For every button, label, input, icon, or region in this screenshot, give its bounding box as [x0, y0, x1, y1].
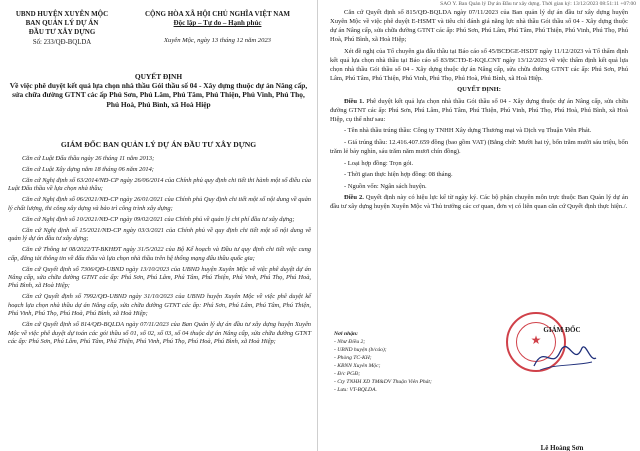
recipient-item: - Như Điều 2; — [334, 339, 366, 345]
decision-subject: Về việc phê duyệt kết quả lựa chọn nhà thầu Gói thầu số 04 - Xây dựng thuộc dự án Nâng cấp, sửa chữa đường GTNT các ấp Phú Sơn, Phú Lâm, Phú Tâm, Phú Thiện, Phú Vinh, Phú Thọ, Phú Hoà, Phú Bình, xã Hoà Hiệp — [9, 81, 308, 109]
consideration-paragraph: Xét đề nghị của Tổ chuyên gia đấu thầu tại Báo cáo số 45/BCĐGE-HSDT ngày 11/12/2023 và Tổ thẩm định kết quả lựa chọn nhà thầu tại Báo cáo số 83/BCTĐ-E-KQLCNT ngày 13/12/2023 về việc thẩm định kết quả lựa chọn nhà thầu Gói thầu số 04 - Xây dựng thuộc dự án Nâng cấp, sửa chữa đường GTNT các ấp: Phú Sơn, Phú Lâm, Phú Tâm, Phú Thiện, Phú Vinh, Phú Thọ, Phú Hoà, Phú Bình, xã Hoà Hiệp. — [330, 47, 628, 82]
agency-line-1: UBND HUYỆN XUYÊN MỘC — [15, 10, 109, 18]
contract-type-line: - Loại hợp đồng: Trọn gói. — [344, 159, 414, 167]
issuer-line: GIÁM ĐỐC BAN QUẢN LÝ DỰ ÁN ĐẦU TƯ XÂY DỰNG — [60, 140, 257, 149]
signer-title: GIÁM ĐỐC — [543, 326, 581, 334]
recipient-item: - Cty TNHH XD TM&DV Thuận Viên Phát; — [334, 379, 432, 385]
legal-basis: Căn cứ Quyết định số 814/QĐ-BQLDA ngày 07/11/2023 của Ban Quản lý dự án đầu tư xây dựng huyện Xuyên Mộc về việc phê duyệt dự toán các gói thầu số 01, số 02, số 03, số 04 thuộc dự án Nâng cấp, sửa chữa đường GTNT các ấp: Phú Sơn, Phú Lâm, Phú Tâm, Phú Thiện, Phú Vinh, Phú Thọ, Phú Hoà, Phú Bình, xã Hoà Hiệp; — [8, 321, 311, 346]
decides-heading: QUYẾT ĐỊNH: — [457, 86, 501, 94]
legal-bases — [8, 155, 311, 349]
basis-paragraph: Căn cứ Quyết định số 815/QĐ-BQLDA ngày 07/11/2023 của Ban quản lý dự án đầu tư xây dựng huyện Xuyên Mộc về việc phê duyệt E-HSMT và tiêu chí đánh giá năng lực nhà thầu Gói thầu số 04 - Xây dựng thuộc dự án Nâng cấp, sửa chữa đường GTNT các ấp: Phú Sơn, Phú Lâm, Phú Tâm, Phú Thiện, Phú Vinh, Phú Thọ, Phú Hoà, Phú Bình, xã Hoà Hiệp; — [330, 9, 628, 43]
recipient-item: - Đ/c PGĐ; — [334, 371, 361, 377]
signature-block — [496, 326, 628, 451]
duration-line: - Thời gian thực hiện hợp đồng: 08 tháng. — [344, 171, 453, 179]
article-1-label: Điều 1. — [344, 97, 365, 105]
recipients-list — [334, 330, 432, 394]
legal-basis: Căn cứ Nghị định số 10/2021/NĐ-CP ngày 09/02/2021 của Chính phủ về quản lý chi phí đầu tư xây dựng; — [22, 215, 295, 223]
legal-basis: Căn cứ Nghị định số 06/2021/NĐ-CP ngày 26/01/2021 của Chính phủ Quy định chi tiết một số nội dung về quản lý chất lượng, thi công xây dựng và bảo trì công trình xây dựng; — [8, 196, 311, 212]
document-number: Số: 233/QĐ-BQLDA — [32, 39, 92, 46]
document-page-1 — [0, 0, 318, 451]
article-1 — [330, 97, 628, 124]
recipient-item: - Phòng TC-KH; — [334, 355, 372, 361]
funding-line: - Nguồn vốn: Ngân sách huyện. — [344, 182, 427, 190]
document-page-2 — [320, 0, 638, 451]
agency-line-3: ĐẦU TƯ XÂY DỰNG — [28, 28, 96, 36]
digital-signature-stamp-text: SAO Y. Ban Quản lý Dự án Đầu tư xây dựng. Thời gian ký: 13/12/2023 08:51:11 +07:00 — [440, 1, 636, 7]
legal-basis: Căn cứ Nghị định số 15/2021/NĐ-CP ngày 03/3/2021 của Chính phủ về quy định chi tiết một số nội dung về quản lý dự án đầu tư xây dựng; — [8, 226, 311, 243]
national-heading — [122, 10, 313, 45]
agency-line-2: BAN QUẢN LÝ DỰ ÁN — [25, 19, 99, 27]
signer-name: Lê Hoàng Sơn — [540, 444, 584, 451]
legal-basis: Căn cứ Luật Xây dựng năm 18 tháng 06 năm 2014; — [22, 166, 154, 173]
national-motto: Độc lập – Tự do – Hạnh phúc — [173, 19, 262, 27]
recipient-item: - UBND huyện (b/cáo); — [334, 347, 387, 353]
recipient-item: - KBNN Xuyên Mộc; — [334, 363, 381, 369]
legal-basis: Căn cứ Quyết định số 7306/QĐ-UBND ngày 13/10/2023 của UBND huyện Xuyên Mộc về việc phê duyệt dự án Nâng cấp, sửa chữa đường GTNT các ấp: Phú Sơn, Phú Lâm, Phú Tâm, Phú Thiện, Phú Vinh, Phú Thọ, Phú Hoà, Phú Bình, xã Hoà Hiệp; — [8, 265, 311, 290]
article-1-text: Phê duyệt kết quả lựa chọn nhà thầu Gói thầu số 04 - Xây dựng thuộc dự án Nâng cấp, sửa chữa đường GTNT các ấp: Phú Sơn, Phú Lâm, Phú Tâm, Phú Thiện, Phú Vinh, Phú Thọ, Phú Hoà, Phú Bình, xã Hoà Hiệp, cụ thể như sau: — [330, 97, 629, 123]
legal-basis: Căn cứ Luật Đấu thầu ngày 26 tháng 11 năm 2013; — [22, 155, 155, 162]
issuing-agency — [6, 10, 118, 47]
article-2-label: Điều 2. — [344, 194, 364, 202]
article-2 — [330, 193, 628, 211]
legal-basis: Căn cứ Thông tư 08/2022/TT-BKHĐT ngày 31/5/2022 của Bộ Kế hoạch và Đầu tư quy định chi tiết việc cung cấp, đăng tải thông tin về đấu thầu và lựa chọn nhà thầu trên hệ thống mạng đấu thầu quốc gia; — [8, 246, 311, 262]
decision-body — [330, 8, 628, 214]
article-2-text: Quyết định này có hiệu lực kể từ ngày ký. Các bộ phận chuyên môn trực thuộc Ban Quản lý dự án đầu tư xây dựng huyện Xuyên Mộc và Thủ trưởng các cơ quan, đơn vị có liên quan căn cứ Quyết định thực hiện./. — [330, 194, 629, 211]
country-name: CỘNG HÒA XÃ HỘI CHỦ NGHĨA VIỆT NAM — [144, 10, 290, 18]
handwritten-signature-icon — [530, 340, 600, 374]
legal-basis: Căn cứ Nghị định số 63/2014/NĐ-CP ngày 26/06/2014 của Chính phủ quy định chi tiết thi hành một số điều của Luật Đấu thầu về lựa chọn nhà thầu; — [8, 177, 311, 193]
price-line: - Giá trúng thầu: 12.416.407.659 đồng (bao gồm VAT) (Bằng chữ: Mười hai tỷ, bốn trăm mười sáu triệu, bốn trăm lẻ bảy nghìn, sáu trăm năm mươi chín đồng). — [330, 138, 628, 155]
recipients-heading: Nơi nhận: — [334, 331, 358, 337]
place-and-date: Xuyên Mộc, ngày 13 tháng 12 năm 2023 — [164, 37, 271, 44]
document-header — [6, 10, 313, 56]
recipient-item: - Lưu: VT-BQLDA. — [334, 387, 377, 393]
legal-basis: Căn cứ Quyết định số 7992/QĐ-UBND ngày 31/10/2023 của UBND huyện Xuyên Mộc về việc phê duyệt kế hoạch lựa chọn nhà thầu dự án Nâng cấp, sửa chữa đường GTNT các ấp: Phú Sơn, Phú Lâm, Phú Tâm, Phú Thiện, Phú Vinh, Phú Thọ, Phú Hoà, Phú Bình, xã Hoà Hiệp; — [8, 293, 311, 318]
decision-heading: QUYẾT ĐỊNH — [134, 72, 183, 81]
decision-title — [8, 72, 309, 109]
winner-line: - Tên nhà thầu trúng thầu: Công ty TNHH Xây dựng Thương mại và Dịch vụ Thuận Viên Phát. — [344, 127, 592, 135]
